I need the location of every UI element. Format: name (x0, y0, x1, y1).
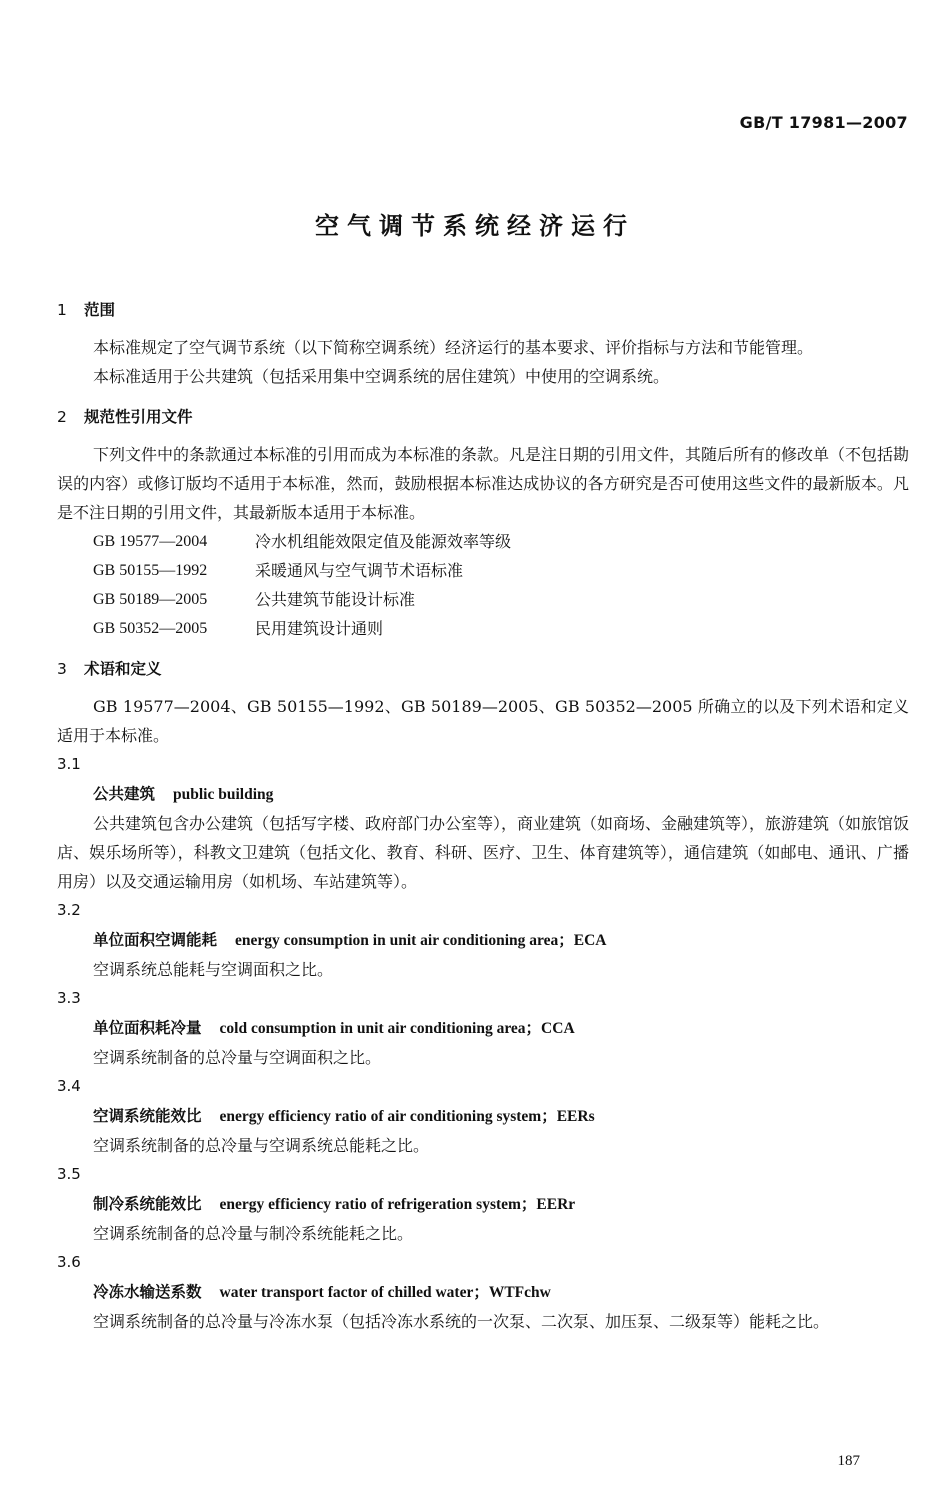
section-title: 规范性引用文件 (84, 408, 193, 426)
clause-number: 3.6 (57, 1253, 81, 1271)
document-title: 空气调节系统经济运行 (315, 212, 635, 240)
paragraph: 下列文件中的条款通过本标准的引用而成为本标准的条款。凡是注日期的引用文件，其随后所有的修改单（不包括勘误的内容）或修订版均不适用于本标准，然而，鼓励根据本标准达成协议的各方研究是否可使用这些文件的最新版本。凡是不注日期的引用文件，其最新版本适用于本标准。 (57, 445, 910, 522)
term-definition: 空调系统制备的总冷量与冷冻水泵（包括冷冻水系统的一次泵、二次泵、加压泵、二级泵等）能耗之比。 (93, 1312, 830, 1331)
paragraph: 本标准规定了空气调节系统（以下简称空调系统）经济运行的基本要求、评价指标与方法和节能管理。 (93, 338, 814, 357)
section-title: 术语和定义 (84, 660, 162, 678)
reference-name: 冷水机组能效限定值及能源效率等级 (255, 532, 512, 551)
term-en: public building (173, 786, 274, 803)
section-number: 3 (57, 660, 67, 678)
term-heading (57, 1189, 909, 1219)
reference-code: GB 50352—2005 (93, 620, 208, 637)
term-entry (57, 1248, 909, 1336)
clause-number: 3.4 (57, 1077, 81, 1095)
clause-number: 3.3 (57, 989, 81, 1007)
term-entry (57, 1072, 909, 1160)
document-body (57, 296, 909, 1336)
term-heading (57, 925, 909, 955)
term-definition: 公共建筑包含办公建筑（包括写字楼、政府部门办公室等），商业建筑（如商场、金融建筑等），旅游建筑（如旅馆饭店、娱乐场所等），科教文卫建筑（包括文化、教育、科研、医疗、卫生、体育建筑等），通信建筑（如邮电、通讯、广播用房）以及交通运输用房（如机场、车站建筑等）。 (57, 814, 910, 891)
term-zh: 制冷系统能效比 (93, 1195, 202, 1213)
section-number: 1 (57, 301, 67, 319)
paragraph: 本标准适用于公共建筑（包括采用集中空调系统的居住建筑）中使用的空调系统。 (93, 367, 670, 386)
page-number: 187 (837, 1453, 860, 1469)
term-definition: 空调系统制备的总冷量与空调系统总能耗之比。 (93, 1136, 430, 1155)
clause-number: 3.1 (57, 755, 81, 773)
reference-code: GB 19577—2004 (93, 533, 208, 550)
reference-code: GB 50155—1992 (93, 562, 208, 579)
term-en: energy consumption in unit air conditioning area；ECA (235, 932, 607, 949)
term-definition: 空调系统制备的总冷量与制冷系统能耗之比。 (93, 1224, 414, 1243)
section-heading (57, 403, 909, 432)
section-normative-references (57, 403, 909, 643)
clause-number: 3.5 (57, 1165, 81, 1183)
term-definition: 空调系统总能耗与空调面积之比。 (93, 960, 334, 979)
term-entry (57, 896, 909, 984)
term-en: energy efficiency ratio of air conditioning system；EERs (219, 1108, 595, 1125)
clause-number: 3.2 (57, 901, 81, 919)
term-definition: 空调系统制备的总冷量与空调面积之比。 (93, 1048, 382, 1067)
term-entry (57, 750, 909, 896)
term-zh: 单位面积耗冷量 (93, 1019, 202, 1037)
term-heading (57, 1277, 909, 1307)
term-zh: 单位面积空调能耗 (93, 931, 218, 949)
reference-item (57, 614, 909, 643)
paragraph: GB 19577—2004、GB 50155—1992、GB 50189—2005、GB 50352—2005 所确立的以及下列术语和定义适用于本标准。 (57, 697, 909, 745)
reference-name: 公共建筑节能设计标准 (255, 590, 416, 609)
section-heading (57, 655, 909, 684)
term-heading (57, 1101, 909, 1131)
term-zh: 冷冻水输送系数 (93, 1283, 202, 1301)
term-en: energy efficiency ratio of refrigeration system；EERr (219, 1196, 576, 1213)
reference-name: 采暖通风与空气调节术语标准 (255, 561, 464, 580)
section-heading (57, 296, 909, 325)
term-en: water transport factor of chilled water；WTFchw (219, 1284, 551, 1301)
reference-list (57, 527, 909, 643)
section-title: 范围 (84, 301, 116, 319)
section-terms-definitions (57, 655, 909, 1336)
term-heading (57, 1013, 909, 1043)
section-number: 2 (57, 408, 67, 426)
reference-item (57, 556, 909, 585)
reference-code: GB 50189—2005 (93, 591, 208, 608)
term-zh: 公共建筑 (93, 785, 156, 803)
term-entry (57, 1160, 909, 1248)
reference-item (57, 527, 909, 556)
term-zh: 空调系统能效比 (93, 1107, 202, 1125)
term-en: cold consumption in unit air conditioning area；CCA (219, 1020, 575, 1037)
reference-name: 民用建筑设计通则 (255, 619, 384, 638)
section-scope (57, 296, 909, 391)
reference-item (57, 585, 909, 614)
term-entry (57, 984, 909, 1072)
term-heading (57, 779, 909, 809)
standard-code: GB/T 17981—2007 (739, 113, 908, 132)
